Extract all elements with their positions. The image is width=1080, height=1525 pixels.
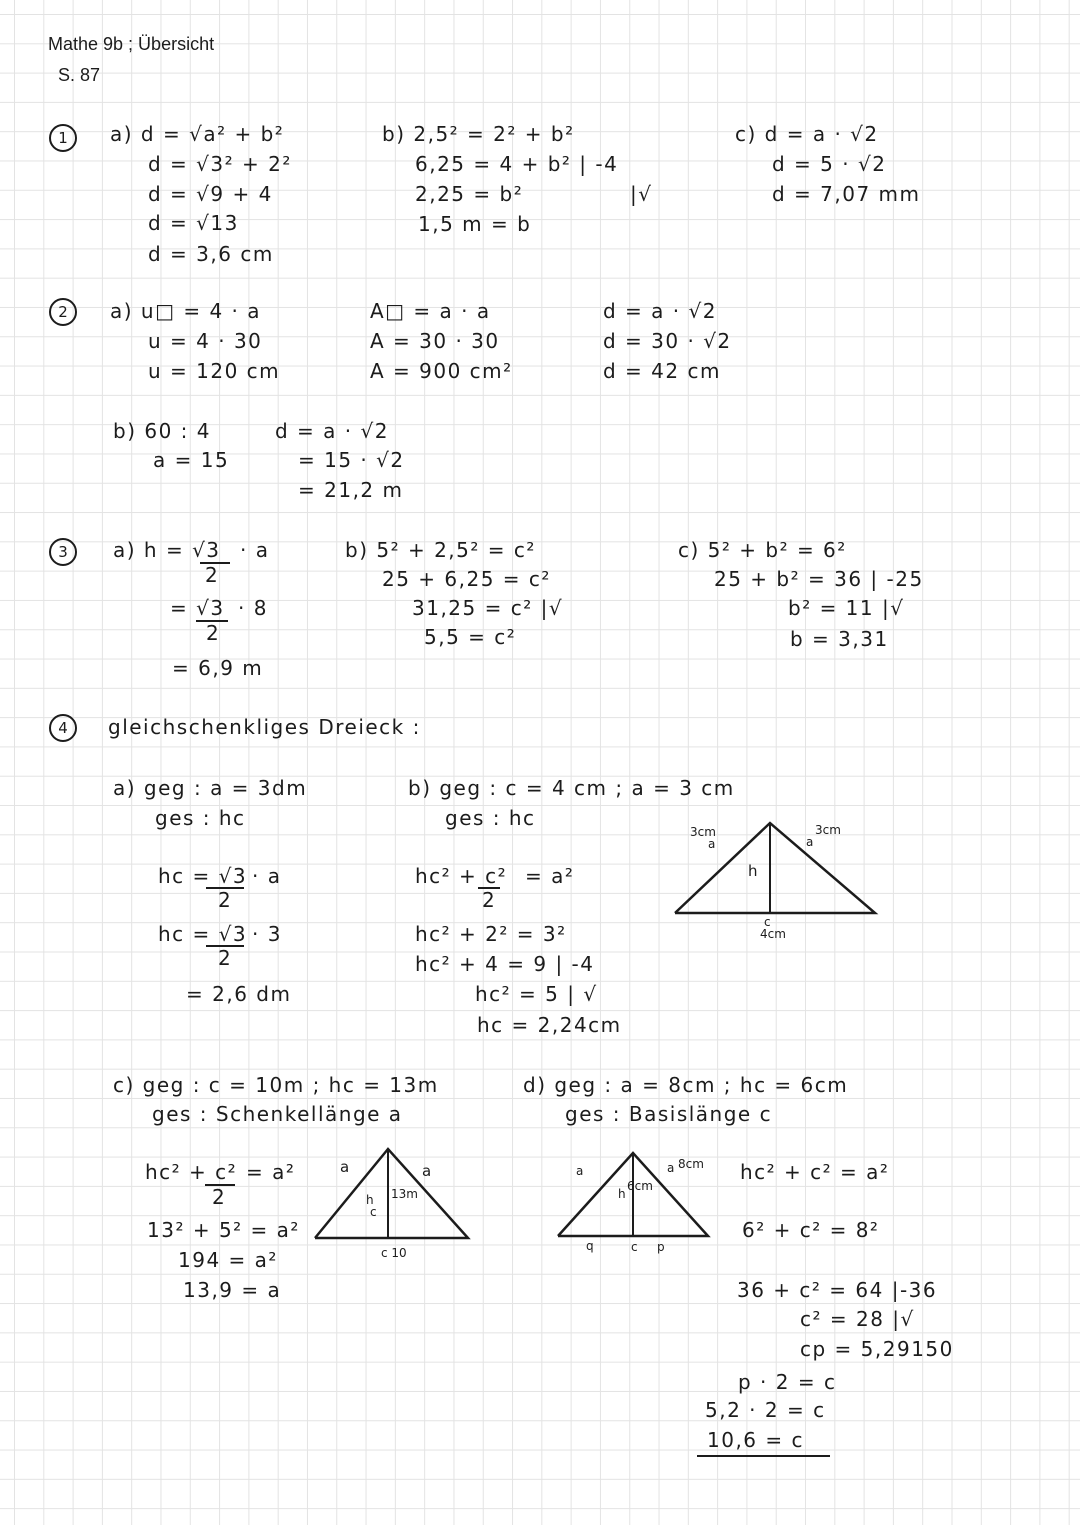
- fig-c-left-label: a: [340, 1158, 350, 1176]
- task2-b-diag-line1: d = a · √2: [275, 419, 389, 443]
- task1-c-line1: c) d = a · √2: [735, 122, 879, 146]
- task4-a-insert: hc = √3: [158, 922, 248, 946]
- fig-b-height-label: h: [748, 862, 759, 880]
- task3-a-denominator1: 2: [205, 563, 220, 587]
- task-number-4: 4: [49, 714, 77, 742]
- fig-c-base-label: c 10: [381, 1246, 407, 1260]
- task3-b-line2: 25 + 6,25 = c²: [382, 567, 551, 591]
- task1-c-line2: d = 5 · √2: [772, 152, 887, 176]
- fig-b-base-label: c: [764, 915, 771, 929]
- task4-d-result: 10,6 = c: [707, 1428, 804, 1452]
- task4-b-line4: hc² = 5 | √: [475, 982, 598, 1006]
- task4-d-line2: 6² + c² = 8²: [742, 1218, 880, 1242]
- task4-b-line2: hc² + 2² = 3²: [415, 922, 567, 946]
- task2-a-diag-result: d = 42 cm: [603, 359, 721, 383]
- task4-c-denominator: 2: [212, 1185, 227, 1209]
- task4-a-formula-factor: · a: [252, 864, 282, 888]
- task4-d-line7: 5,2 · 2 = c: [705, 1398, 826, 1422]
- fig-c-height-length: 13m: [391, 1187, 418, 1201]
- task4-b-wanted: ges : hc: [445, 806, 536, 830]
- task4-a-denominator1: 2: [218, 888, 233, 912]
- task4-c-result: 13,9 = a: [183, 1278, 282, 1302]
- task1-a-line1: a) d = √a² + b²: [110, 122, 285, 146]
- task4-a-denominator2: 2: [218, 946, 233, 970]
- task4-b-line3: hc² + 4 = 9 | -4: [415, 952, 595, 976]
- task1-b-line1: b) 2,5² = 2² + b²: [382, 122, 575, 146]
- task1-b-result: 1,5 m = b: [418, 212, 532, 236]
- task4-c-line2: 13² + 5² = a²: [147, 1218, 300, 1242]
- result-underline: [697, 1455, 830, 1457]
- task2-b-line2: a = 15: [153, 448, 230, 472]
- task-number-1: 1: [49, 124, 77, 152]
- task2-a-u-line2: u = 4 · 30: [148, 329, 263, 353]
- task2-b-diag-line2: = 15 · √2: [298, 448, 405, 472]
- task1-b-line3: 2,25 = b²: [415, 182, 524, 206]
- task4-a-given: a) geg : a = 3dm: [113, 776, 308, 800]
- fig-d-leg-length: 8cm: [678, 1157, 704, 1171]
- task2-a-area-result: A = 900 cm²: [370, 359, 513, 383]
- task3-a-line1-factor: · a: [240, 538, 270, 562]
- task2-a-diag-line2: d = 30 · √2: [603, 329, 732, 353]
- task4-d-line3: 36 + c² = 64 |-36: [737, 1278, 938, 1302]
- task4-c-formula: hc² + c²: [145, 1160, 238, 1184]
- task1-a-line3: d = √9 + 4: [148, 182, 273, 206]
- task-number-3: 3: [49, 538, 77, 566]
- task4-d-given: d) geg : a = 8cm ; hc = 6cm: [523, 1073, 849, 1097]
- page-reference: S. 87: [58, 65, 101, 85]
- fig-d-height-length: 6cm: [627, 1179, 653, 1193]
- task3-a-line1: a) h = √3: [113, 538, 221, 562]
- task4-c-formula-rhs: = a²: [246, 1160, 296, 1184]
- task4-d-line4: c² = 28 |√: [800, 1307, 915, 1331]
- task3-c-result: b = 3,31: [790, 627, 889, 651]
- fig-c-height-sub: c: [370, 1205, 377, 1219]
- task1-a-line2: d = √3² + 2²: [148, 152, 292, 176]
- task4-d-wanted: ges : Basislänge c: [565, 1102, 773, 1126]
- task4-a-wanted: ges : hc: [155, 806, 246, 830]
- fig-b-right-length: 3cm: [815, 823, 841, 837]
- task2-a-area-line2: A = 30 · 30: [370, 329, 500, 353]
- task2-b-line1: b) 60 : 4: [113, 419, 211, 443]
- task2-b-diag-result: = 21,2 m: [298, 478, 404, 502]
- task2-a-u-result: u = 120 cm: [148, 359, 281, 383]
- task3-c-line3: b² = 11 |√: [788, 596, 905, 620]
- task-number-2: 2: [49, 298, 77, 326]
- task3-a-line2-factor: · 8: [238, 596, 268, 620]
- fig-b-right-label: a: [806, 835, 814, 849]
- fig-b-left-label: a: [708, 837, 716, 851]
- fig-c-right-label: a: [422, 1162, 432, 1180]
- task1-b-root-op: |√: [630, 182, 653, 206]
- task2-a-u-line1: a) u□ = 4 · a: [110, 299, 262, 323]
- fig-d-base-q: q: [586, 1239, 594, 1253]
- task3-a-denominator2: 2: [206, 621, 221, 645]
- task4-c-line3: 194 = a²: [178, 1248, 278, 1272]
- fig-b-left-length: 3cm: [690, 825, 716, 839]
- task3-c-line1: c) 5² + b² = 6²: [678, 538, 847, 562]
- task4-heading: gleichschenkliges Dreieck :: [108, 715, 421, 739]
- page-title: Mathe 9b ; Übersicht: [48, 34, 215, 54]
- task4-b-denominator: 2: [482, 888, 497, 912]
- task4-d-line1: hc² + c² = a²: [740, 1160, 890, 1184]
- task1-a-line4: d = √13: [148, 211, 239, 235]
- fig-d-base-c: c: [631, 1240, 638, 1254]
- fig-d-height-label: h: [618, 1187, 626, 1201]
- task4-b-result: hc = 2,24cm: [477, 1013, 622, 1037]
- fig-c-height-label: h: [366, 1193, 374, 1207]
- task2-a-diag-line1: d = a · √2: [603, 299, 717, 323]
- task3-c-line2: 25 + b² = 36 | -25: [714, 567, 924, 591]
- task4-b-formula-rhs: = a²: [525, 864, 575, 888]
- task4-a-formula: hc = √3: [158, 864, 248, 888]
- task2-a-area-line1: A□ = a · a: [370, 299, 491, 323]
- task3-a-line2: = √3: [170, 596, 225, 620]
- task3-b-result: 5,5 = c²: [424, 625, 517, 649]
- task4-a-insert-factor: · 3: [252, 922, 282, 946]
- task4-a-result: = 2,6 dm: [186, 982, 292, 1006]
- task4-b-given: b) geg : c = 4 cm ; a = 3 cm: [408, 776, 735, 800]
- fig-d-left-label: a: [576, 1164, 584, 1178]
- task1-a-result: d = 3,6 cm: [148, 242, 274, 266]
- task1-c-result: d = 7,07 mm: [772, 182, 921, 206]
- task3-b-line1: b) 5² + 2,5² = c²: [345, 538, 536, 562]
- task4-b-formula: hc² + c²: [415, 864, 508, 888]
- fig-d-right-label: a: [667, 1161, 675, 1175]
- task4-d-line5: cp = 5,29150: [800, 1337, 954, 1361]
- task3-b-line3: 31,25 = c² |√: [412, 596, 564, 620]
- fig-d-base-p: p: [657, 1240, 665, 1254]
- task3-a-result: = 6,9 m: [172, 656, 264, 680]
- task1-b-line2: 6,25 = 4 + b² | -4: [415, 152, 619, 176]
- task4-c-wanted: ges : Schenkellänge a: [152, 1102, 403, 1126]
- fig-b-base-length: 4cm: [760, 927, 786, 941]
- task4-c-given: c) geg : c = 10m ; hc = 13m: [113, 1073, 439, 1097]
- task4-d-line6: p · 2 = c: [738, 1370, 837, 1394]
